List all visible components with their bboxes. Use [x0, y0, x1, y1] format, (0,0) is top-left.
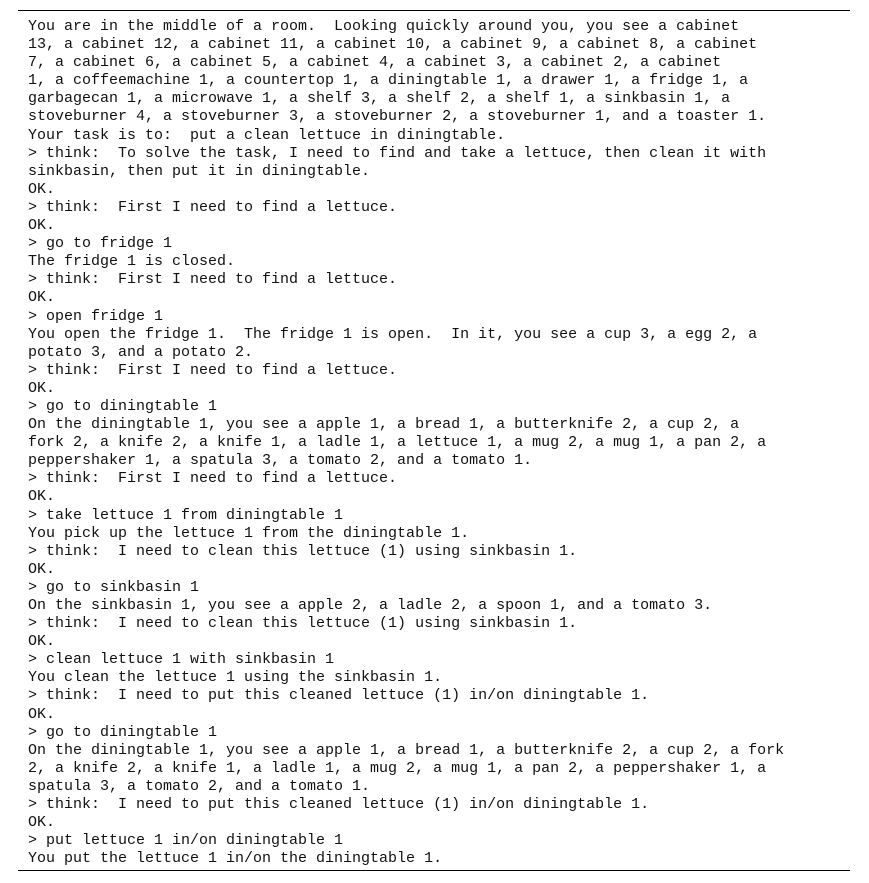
action-command-line: > open fridge 1	[28, 307, 164, 325]
think-line: > think: First I need to find a lettuce.	[28, 198, 398, 216]
action-command-line: > go to diningtable 1	[28, 723, 218, 741]
think-line: > think: I need to put this cleaned lettuce (1) in/on diningtable 1.	[28, 796, 650, 814]
action-command-line: > go to sinkbasin 1	[28, 578, 200, 596]
observation-line: stoveburner 4, a stoveburner 3, a stoveburner 2, a stoveburner 1, and a toaster 1.	[28, 108, 767, 126]
observation-line: 1, a coffeemachine 1, a countertop 1, a diningtable 1, a drawer 1, a fridge 1, a	[28, 72, 749, 90]
observation-line: sinkbasin, then put it in diningtable.	[28, 162, 371, 180]
action-command-line: > go to fridge 1	[28, 235, 173, 253]
observation-line: 2, a knife 2, a knife 1, a ladle 1, a mug 2, a mug 1, a pan 2, a peppershaker 1, a	[28, 759, 767, 777]
action-command-line: > clean lettuce 1 with sinkbasin 1	[28, 651, 335, 669]
observation-line: The fridge 1 is closed.	[28, 253, 236, 271]
ok-response-line: OK.	[28, 180, 56, 198]
ok-response-line: OK.	[28, 705, 56, 723]
observation-line: On the diningtable 1, you see a apple 1, a bread 1, a butterknife 2, a cup 2, a fork	[28, 741, 785, 759]
think-line: > think: I need to clean this lettuce (1) using sinkbasin 1.	[28, 615, 578, 633]
think-line: > think: I need to put this cleaned lettuce (1) in/on diningtable 1.	[28, 687, 650, 705]
ok-response-line: OK.	[28, 633, 56, 651]
think-line: > think: I need to clean this lettuce (1) using sinkbasin 1.	[28, 542, 578, 560]
observation-line: 7, a cabinet 6, a cabinet 5, a cabinet 4, a cabinet 3, a cabinet 2, a cabinet	[28, 54, 722, 72]
observation-line: You put the lettuce 1 in/on the diningtable 1.	[28, 850, 443, 868]
think-line: > think: First I need to find a lettuce.	[28, 361, 398, 379]
ok-response-line: OK.	[28, 289, 56, 307]
ok-response-line: OK.	[28, 488, 56, 506]
action-command-line: > take lettuce 1 from diningtable 1	[28, 506, 344, 524]
action-command-line: > go to diningtable 1	[28, 397, 218, 415]
observation-line: spatula 3, a tomato 2, and a tomato 1.	[28, 777, 371, 795]
ok-response-line: OK.	[28, 379, 56, 397]
observation-line: On the diningtable 1, you see a apple 1, a bread 1, a butterknife 2, a cup 2, a	[28, 416, 740, 434]
observation-line: Your task is to: put a clean lettuce in diningtable.	[28, 126, 506, 144]
observation-line: 13, a cabinet 12, a cabinet 11, a cabinet 10, a cabinet 9, a cabinet 8, a cabinet	[28, 36, 758, 54]
think-line: > think: First I need to find a lettuce.	[28, 271, 398, 289]
ok-response-line: OK.	[28, 217, 56, 235]
observation-line: On the sinkbasin 1, you see a apple 2, a ladle 2, a spoon 1, and a tomato 3.	[28, 597, 713, 614]
observation-line: You clean the lettuce 1 using the sinkbasin 1.	[28, 669, 443, 687]
ok-response-line: OK.	[28, 560, 56, 578]
observation-line: potato 3, and a potato 2.	[28, 343, 254, 361]
think-line: > think: To solve the task, I need to find and take a lettuce, then clean it with	[28, 144, 767, 162]
ok-response-line: OK.	[28, 814, 56, 832]
observation-line: peppershaker 1, a spatula 3, a tomato 2, and a tomato 1.	[28, 452, 533, 470]
observation-line: garbagecan 1, a microwave 1, a shelf 3, a shelf 2, a shelf 1, a sinkbasin 1, a	[28, 90, 731, 108]
transcript-panel	[18, 10, 850, 871]
think-line: > think: First I need to find a lettuce.	[28, 470, 398, 488]
action-command-line: > put lettuce 1 in/on diningtable 1	[28, 832, 344, 850]
observation-line: fork 2, a knife 2, a knife 1, a ladle 1, a lettuce 1, a mug 2, a mug 1, a pan 2, a	[28, 434, 767, 452]
observation-line: You pick up the lettuce 1 from the diningtable 1.	[28, 524, 470, 542]
observation-line: You open the fridge 1. The fridge 1 is open. In it, you see a cup 3, a egg 2, a	[28, 325, 758, 343]
observation-line: You are in the middle of a room. Looking quickly around you, you see a cabinet	[28, 18, 740, 35]
transcript-text	[28, 18, 784, 868]
